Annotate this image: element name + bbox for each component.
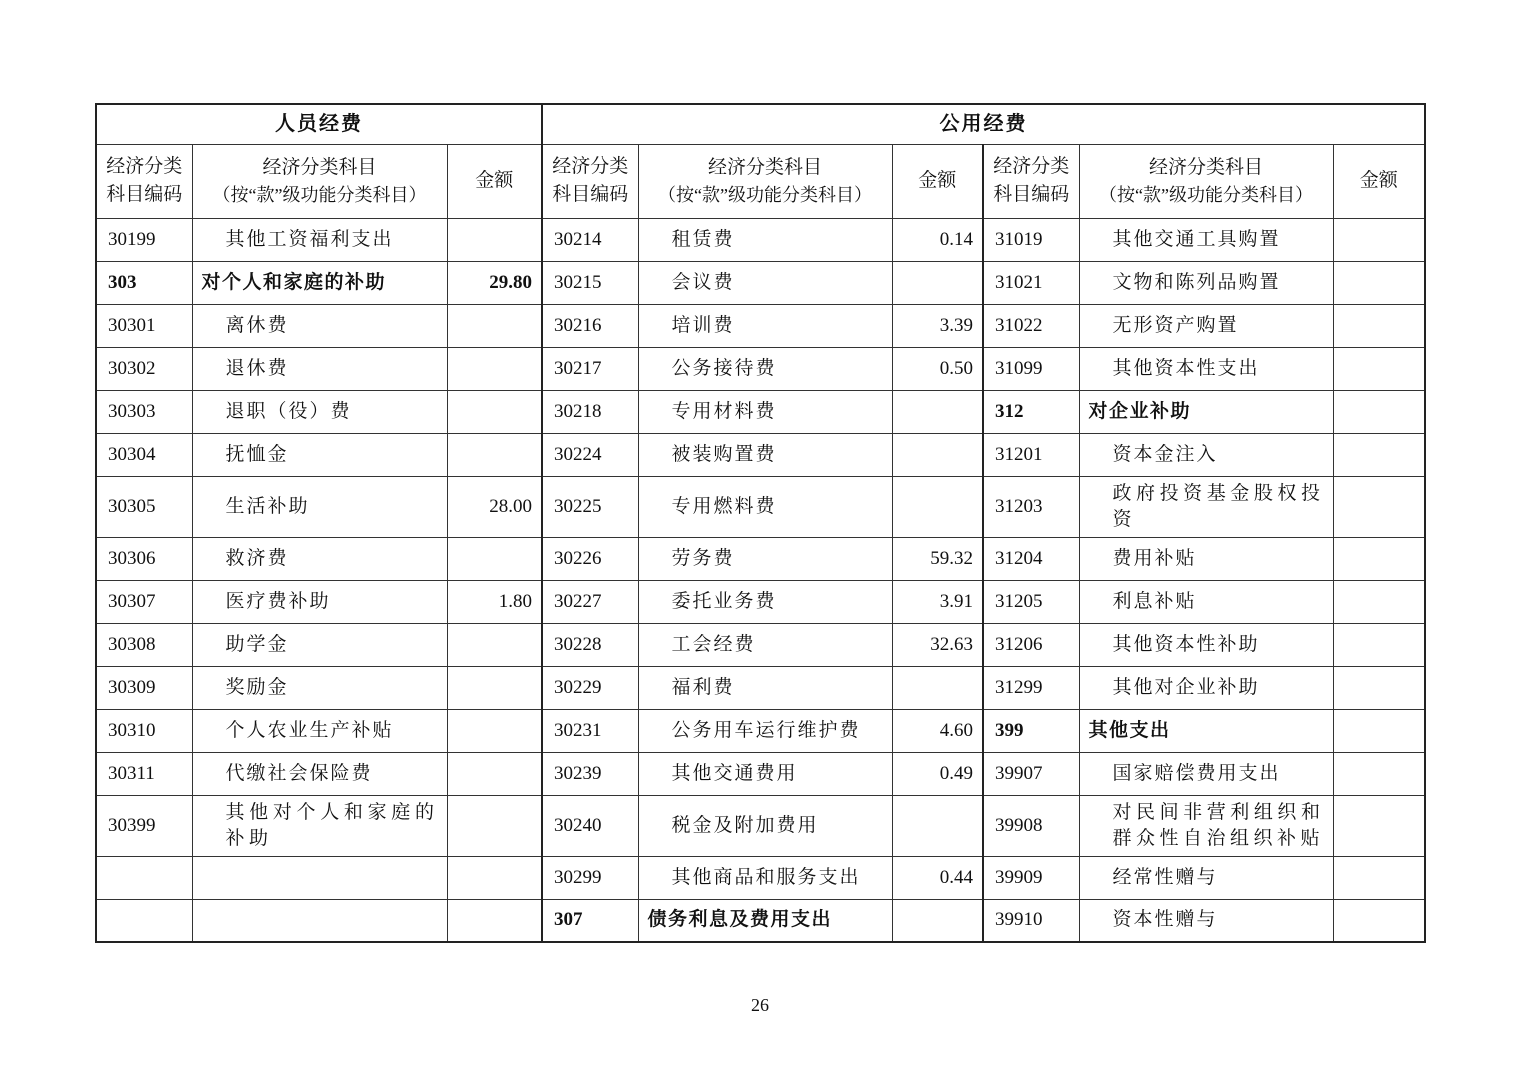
code-cell: 30231 [542,709,638,752]
subject-cell: 奖励金 [192,666,447,709]
subject-cell: 租赁费 [638,218,892,261]
code-cell: 303 [96,261,192,304]
subject-cell: 债务利息及费用支出 [638,899,892,942]
code-cell: 307 [542,899,638,942]
amount-cell: 3.39 [892,304,983,347]
amount-cell: 0.14 [892,218,983,261]
code-cell: 31204 [983,537,1079,580]
amount-cell: 29.80 [447,261,542,304]
code-cell: 30309 [96,666,192,709]
subject-cell: 经常性赠与 [1079,856,1333,899]
table-row [96,304,1425,347]
subject-cell: 抚恤金 [192,433,447,476]
code-cell: 30216 [542,304,638,347]
subject-cell: 生活补助 [192,476,447,537]
amount-cell [447,218,542,261]
subject-cell: 退职（役）费 [192,390,447,433]
amount-cell [1333,218,1425,261]
subject-cell: 国家赔偿费用支出 [1079,752,1333,795]
code-cell: 30214 [542,218,638,261]
code-cell: 31299 [983,666,1079,709]
column-header-code-2: 经济分类科目编码 [542,144,638,218]
amount-cell [447,795,542,856]
code-cell: 31205 [983,580,1079,623]
column-header-row [96,144,1425,218]
subject-cell: 其他支出 [1079,709,1333,752]
amount-cell [1333,261,1425,304]
subject-cell: 其他交通工具购置 [1079,218,1333,261]
column-header-code-1: 经济分类科目编码 [96,144,192,218]
amount-cell [447,666,542,709]
subject-cell: 政府投资基金股权投资 [1079,476,1333,537]
table-row [96,752,1425,795]
amount-cell: 3.91 [892,580,983,623]
section-header-personnel-funds: 人员经费 [96,104,542,144]
amount-cell [1333,709,1425,752]
table-row [96,666,1425,709]
subject-cell: 对个人和家庭的补助 [192,261,447,304]
code-cell: 31099 [983,347,1079,390]
amount-cell [892,261,983,304]
code-cell: 30229 [542,666,638,709]
budget-table-container [95,103,1425,943]
subject-cell: 税金及附加费用 [638,795,892,856]
code-cell: 399 [983,709,1079,752]
code-cell: 39909 [983,856,1079,899]
subject-cell: 资本金注入 [1079,433,1333,476]
amount-cell [1333,899,1425,942]
amount-cell [892,476,983,537]
table-row [96,433,1425,476]
amount-cell [1333,433,1425,476]
subject-cell: 救济费 [192,537,447,580]
subject-cell: 对企业补助 [1079,390,1333,433]
subject-cell: 福利费 [638,666,892,709]
amount-cell [1333,347,1425,390]
column-header-subject-line2: （按“款”级功能分类科目） [1099,185,1313,205]
subject-cell: 文物和陈列品购置 [1079,261,1333,304]
amount-cell [892,899,983,942]
code-cell: 39910 [983,899,1079,942]
table-row [96,537,1425,580]
code-cell: 30228 [542,623,638,666]
code-cell: 30311 [96,752,192,795]
table-row [96,795,1425,856]
table-row [96,218,1425,261]
subject-cell: 其他资本性补助 [1079,623,1333,666]
column-header-subject-line2: （按“款”级功能分类科目） [212,185,427,205]
amount-cell: 1.80 [447,580,542,623]
code-cell: 31019 [983,218,1079,261]
code-cell: 30240 [542,795,638,856]
amount-cell [1333,537,1425,580]
code-cell: 30217 [542,347,638,390]
subject-cell: 会议费 [638,261,892,304]
amount-cell: 0.44 [892,856,983,899]
amount-cell [1333,390,1425,433]
amount-cell [447,390,542,433]
code-cell: 30227 [542,580,638,623]
amount-cell [892,433,983,476]
subject-cell: 其他交通费用 [638,752,892,795]
code-cell: 30310 [96,709,192,752]
code-cell: 30304 [96,433,192,476]
code-cell: 30303 [96,390,192,433]
page-number: 26 [751,995,769,1015]
column-header-subject-3 [1079,144,1333,218]
code-cell: 39907 [983,752,1079,795]
amount-cell [1333,580,1425,623]
column-header-subject-line2: （按“款”级功能分类科目） [658,185,872,205]
amount-cell: 32.63 [892,623,983,666]
amount-cell [1333,623,1425,666]
code-cell: 30239 [542,752,638,795]
table-row [96,261,1425,304]
code-cell: 31203 [983,476,1079,537]
amount-cell [447,347,542,390]
amount-cell [892,390,983,433]
amount-cell [447,752,542,795]
code-cell: 30299 [542,856,638,899]
subject-cell: 离休费 [192,304,447,347]
subject-cell: 培训费 [638,304,892,347]
amount-cell: 0.49 [892,752,983,795]
column-header-subject-1 [192,144,447,218]
code-cell: 30215 [542,261,638,304]
table-row [96,709,1425,752]
column-header-amount-1: 金额 [447,144,542,218]
subject-cell: 个人农业生产补贴 [192,709,447,752]
subject-cell: 其他对个人和家庭的补助 [192,795,447,856]
column-header-subject-line1: 经济分类科目 [1148,157,1263,178]
table-row [96,390,1425,433]
subject-cell: 助学金 [192,623,447,666]
code-cell: 30307 [96,580,192,623]
table-row [96,476,1425,537]
subject-cell: 其他工资福利支出 [192,218,447,261]
subject-cell [192,856,447,899]
column-header-amount-3: 金额 [1333,144,1425,218]
section-header-public-funds: 公用经费 [542,104,1425,144]
subject-cell: 费用补贴 [1079,537,1333,580]
subject-cell: 其他商品和服务支出 [638,856,892,899]
amount-cell: 4.60 [892,709,983,752]
code-cell: 30224 [542,433,638,476]
code-cell: 312 [983,390,1079,433]
subject-cell: 劳务费 [638,537,892,580]
table-body [96,218,1425,942]
code-cell [96,856,192,899]
subject-cell: 工会经费 [638,623,892,666]
subject-cell: 委托业务费 [638,580,892,623]
code-cell: 30218 [542,390,638,433]
subject-cell: 代缴社会保险费 [192,752,447,795]
section-header-row [96,104,1425,144]
code-cell: 30199 [96,218,192,261]
amount-cell [892,795,983,856]
subject-cell: 公务接待费 [638,347,892,390]
code-cell: 31021 [983,261,1079,304]
code-cell: 30226 [542,537,638,580]
subject-cell: 其他资本性支出 [1079,347,1333,390]
amount-cell [447,709,542,752]
amount-cell: 59.32 [892,537,983,580]
table-row [96,347,1425,390]
amount-cell [1333,795,1425,856]
amount-cell: 28.00 [447,476,542,537]
subject-cell: 医疗费补助 [192,580,447,623]
subject-cell: 利息补贴 [1079,580,1333,623]
budget-table [95,103,1426,943]
amount-cell [447,623,542,666]
code-cell: 30302 [96,347,192,390]
amount-cell [1333,304,1425,347]
subject-cell [192,899,447,942]
table-row [96,899,1425,942]
amount-cell [447,433,542,476]
amount-cell [1333,856,1425,899]
subject-cell: 无形资产购置 [1079,304,1333,347]
amount-cell [892,666,983,709]
table-row [96,623,1425,666]
subject-cell: 资本性赠与 [1079,899,1333,942]
code-cell: 30399 [96,795,192,856]
amount-cell [447,899,542,942]
amount-cell [447,304,542,347]
code-cell [96,899,192,942]
code-cell: 30301 [96,304,192,347]
subject-cell: 公务用车运行维护费 [638,709,892,752]
subject-cell: 退休费 [192,347,447,390]
code-cell: 31206 [983,623,1079,666]
code-cell: 30305 [96,476,192,537]
subject-cell: 专用燃料费 [638,476,892,537]
amount-cell [1333,752,1425,795]
column-header-subject-line1: 经济分类科目 [262,157,377,178]
table-row [96,580,1425,623]
amount-cell [1333,666,1425,709]
column-header-code-3: 经济分类科目编码 [983,144,1079,218]
table-row [96,856,1425,899]
amount-cell [447,537,542,580]
code-cell: 31022 [983,304,1079,347]
column-header-subject-line1: 经济分类科目 [707,157,822,178]
amount-cell [447,856,542,899]
column-header-amount-2: 金额 [892,144,983,218]
code-cell: 30306 [96,537,192,580]
code-cell: 39908 [983,795,1079,856]
code-cell: 30225 [542,476,638,537]
code-cell: 31201 [983,433,1079,476]
subject-cell: 专用材料费 [638,390,892,433]
code-cell: 30308 [96,623,192,666]
column-header-subject-2 [638,144,892,218]
subject-cell: 被装购置费 [638,433,892,476]
subject-cell: 对民间非营利组织和群众性自治组织补贴 [1079,795,1333,856]
amount-cell: 0.50 [892,347,983,390]
amount-cell [1333,476,1425,537]
subject-cell: 其他对企业补助 [1079,666,1333,709]
